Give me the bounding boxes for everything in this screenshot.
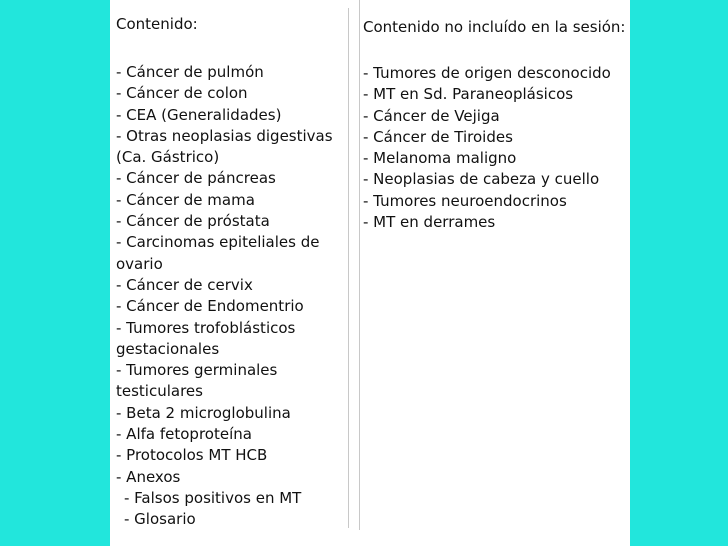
excluded-content-list [363,63,611,233]
list-item: - Cáncer de Vejiga [363,106,500,125]
list-item: - Cáncer de Tiroides [363,127,513,146]
list-item: - Beta 2 microglobulina [116,403,291,422]
excluded-content-title: Contenido no incluído en la sesión: [363,18,626,36]
excluded-content-column [359,0,627,530]
list-item: - Protocolos MT HCB [116,446,268,465]
list-item: testiculares [116,382,203,401]
list-item: - Tumores neuroendocrinos [363,191,567,210]
list-item: - Cáncer de próstata [116,212,270,231]
list-item: - Alfa fetoproteína [116,425,252,444]
list-item: - Cáncer de páncreas [116,169,276,188]
list-item: - Tumores germinales [116,361,278,380]
sub-list-item: - Falsos positivos en MT [124,488,302,507]
list-item: - Anexos [116,467,181,486]
list-item: gestacionales [116,339,220,358]
list-item: - Cáncer de colon [116,84,248,103]
list-item: - Tumores de origen desconocido [363,64,611,82]
list-item: - Tumores trofoblásticos [116,318,296,337]
sub-list-item: - Glosario [124,510,196,529]
list-item: - MT en derrames [363,213,496,232]
list-item: - Cáncer de Endomentrio [116,297,304,316]
list-item: - Neoplasias de cabeza y cuello [363,170,600,189]
list-item: - CEA (Generalidades) [116,105,282,124]
content-column [111,8,349,528]
list-item: (Ca. Gástrico) [116,148,220,167]
content-title: Contenido: [116,15,198,33]
content-list [116,62,333,531]
list-item: - Carcinomas epiteliales de [116,233,320,252]
list-item: - Otras neoplasias digestivas [116,126,333,145]
list-item: - Melanoma maligno [363,149,517,168]
list-item: - MT en Sd. Paraneoplásicos [363,85,574,104]
list-item: - Cáncer de mama [116,190,255,209]
list-item: - Cáncer de pulmón [116,63,264,81]
list-item: - Cáncer de cervix [116,275,253,294]
list-item: ovario [116,254,163,273]
